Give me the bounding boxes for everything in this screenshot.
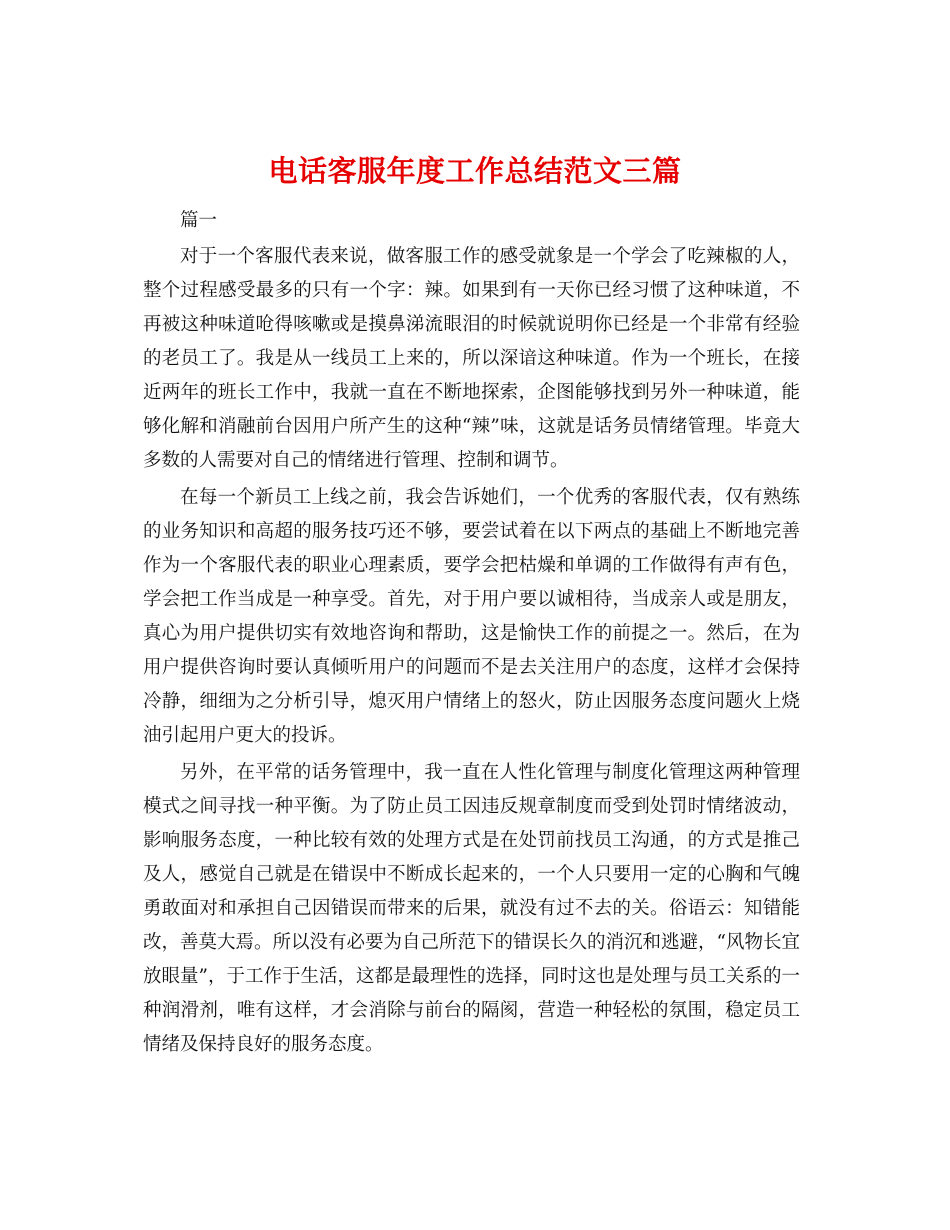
- paragraph-2: 在每一个新员工上线之前，我会告诉她们，一个优秀的客服代表，仅有熟练的业务知识和高超的服务技巧还不够，要尝试着在以下两点的基础上不断地完善作为一个客服代表的职业心理素质，要学会把枯燥和单调的工作做得有声有色，学会把工作当成是一种享受。首先，对于用户要以诚相待，当成亲人或是朋友，真心为用户提供切实有效地咨询和帮助，这是愉快工作的前提之一。然后，在为用户提供咨询时要认真倾听用户的问题而不是去关注用户的态度，这样才会保持冷静，细细为之分析引导，熄灭用户情绪上的怒火，防止因服务态度问题火上烧油引起用户更大的投诉。: [143, 487, 800, 746]
- paragraph-3: 另外，在平常的话务管理中，我一直在人性化管理与制度化管理这两种管理模式之间寻找一种平衡。为了防止员工因违反规章制度而受到处罚时情绪波动，影响服务态度，一种比较有效的处理方式是在处罚前找员工沟通，的方式是推己及人，感觉自己就是在错误中不断成长起来的，一个人只要用一定的心胸和气魄勇敢面对和承担自己因错误而带来的后果，就没有过不去的关。俗语云：知错能改，善莫大焉。所以没有必要为自己所范下的错误长久的消沉和逃避，“风物长宜放眼量”，于工作于生活，这都是最理性的选择，同时这也是处理与员工关系的一种润滑剂，唯有这样，才会消除与前台的隔阂，营造一种轻松的氛围，稳定员工情绪及保持良好的服务态度。: [143, 762, 800, 1055]
- document-body: [143, 204, 800, 1062]
- document-title: 电话客服年度工作总结范文三篇: [268, 154, 682, 189]
- section-label: 篇一: [180, 210, 218, 231]
- paragraph-1: 对于一个客服代表来说，做客服工作的感受就象是一个学会了吃辣椒的人，整个过程感受最多的只有一个字：辣。如果到有一天你已经习惯了这种味道，不再被这种味道呛得咳嗽或是摸鼻涕流眼泪的时候就说明你已经是一个非常有经验的老员工了。我是从一线员工上来的，所以深谙这种味道。作为一个班长，在接近两年的班长工作中，我就一直在不断地探索，企图能够找到另外一种味道，能够化解和消融前台因用户所产生的这种“辣”味，这就是话务员情绪管理。毕竟大多数的人需要对自己的情绪进行管理、控制和调节。: [143, 246, 800, 471]
